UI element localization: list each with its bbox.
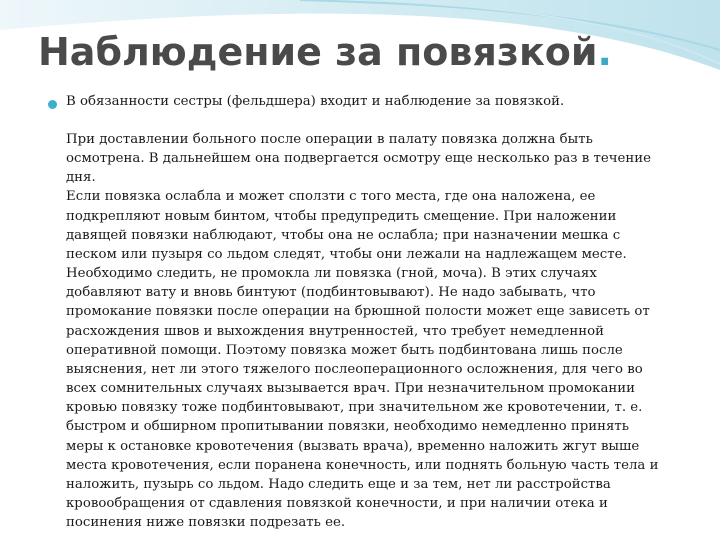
body-line: кровообращения от сдавления повязкой конечности, и при наличии отека и bbox=[66, 495, 608, 511]
body-line: кровью повязку тоже подбинтовывают, при значительном же кровотечении, т. е. bbox=[66, 400, 643, 416]
body-line: оперативной помощи. Поэтому повязка может быть подбинтована лишь после bbox=[66, 342, 623, 358]
body-line: расхождения швов и выхождения внутренностей, что требует немедленной bbox=[66, 323, 604, 339]
lead-paragraph: В обязанности сестры (фельдшера) входит и наблюдение за повязкой. bbox=[66, 94, 565, 109]
body-line: давящей повязки наблюдают, чтобы она не ослабла; при назначении мешка с bbox=[66, 227, 621, 243]
body-line: наложить, пузырь со льдом. Надо следить еще и за тем, нет ли расстройства bbox=[66, 476, 611, 492]
slide-title-text: Наблюдение за повязкой bbox=[38, 30, 598, 74]
slide-title bbox=[38, 30, 612, 74]
body-line: добавляют вату и вновь бинтуют (подбинтовывают). Не надо забывать, что bbox=[66, 285, 596, 301]
body-line: песком или пузыря со льдом следят, чтобы они лежали на надлежащем месте. bbox=[66, 246, 627, 262]
body-line: места кровотечения, если поранена конечность, или поднять больную часть тела и bbox=[66, 457, 659, 473]
body-line: дня. bbox=[66, 170, 96, 186]
body-line: При доставлении больного после операции в палату повязка должна быть bbox=[66, 132, 593, 147]
body-line: быстром и обширном пропитывании повязки, необходимо немедленно принять bbox=[66, 419, 630, 435]
bullet-icon bbox=[48, 100, 57, 109]
body-line: всех сомнительных случаях вызывается врач. При незначительном промокании bbox=[66, 381, 635, 397]
body-line: промокание повязки после операции на брюшной полости может еще зависеть от bbox=[66, 304, 650, 320]
body-line: выяснения, нет ли этого тяжелого послеоперационного осложнения, для чего во bbox=[66, 361, 643, 377]
body-paragraph bbox=[66, 130, 686, 532]
slide-title-dot: . bbox=[597, 30, 612, 74]
body-line: Необходимо следить, не промокла ли повязка (гной, моча). В этих случаях bbox=[66, 266, 597, 282]
body-line: посинения ниже повязки подрезать ее. bbox=[66, 515, 346, 531]
body-line: осмотрена. В дальнейшем она подвергается осмотру еще несколько раз в течение bbox=[66, 151, 651, 167]
body-line: подкрепляют новым бинтом, чтобы предупредить смещение. При наложении bbox=[66, 208, 617, 224]
body-line: Если повязка ослабла и может сползти с того места, где она наложена, ее bbox=[66, 189, 596, 205]
body-line: меры к остановке кровотечения (вызвать врача), временно наложить жгут выше bbox=[66, 438, 640, 454]
